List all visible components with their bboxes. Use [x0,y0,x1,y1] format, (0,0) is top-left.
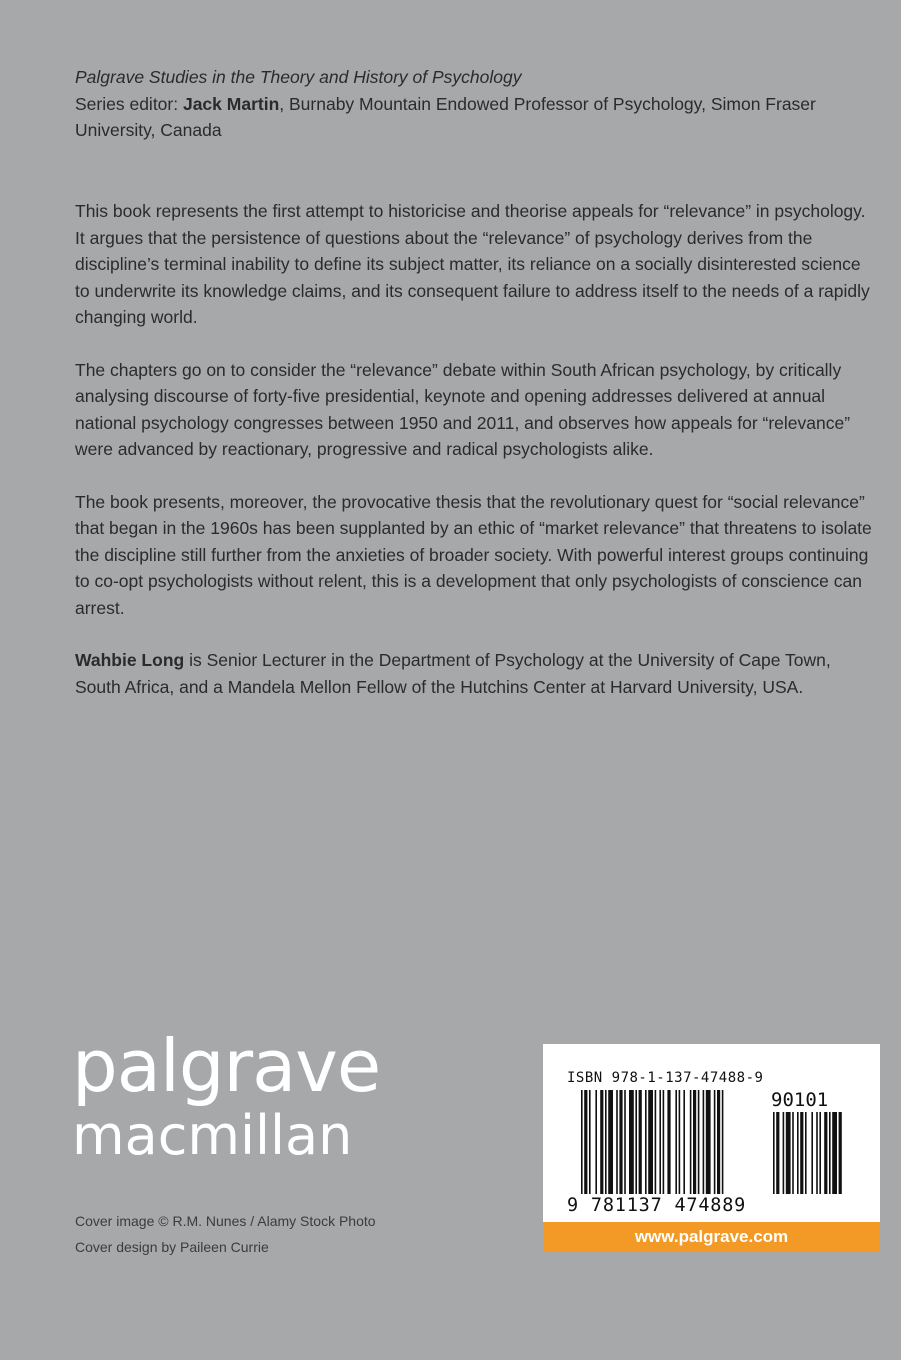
author-bio [75,647,880,700]
cover-design-credit: Cover design by Paileen Currie [75,1239,269,1255]
logo-line-1: palgrave [72,1024,381,1108]
publisher-url: www.palgrave.com [543,1222,880,1252]
series-info [75,64,875,144]
cover-credits [75,1208,376,1260]
barcode-addon-number: 90101 [771,1089,829,1111]
author-name: Wahbie Long [75,650,185,670]
blurb-paragraph-3: The book presents, moreover, the provocative thesis that the revolutionary quest for “social relevance” that began in the 1960s has been supplanted by an ethic of “market relevance” that threatens to isolate the discipline still further from the anxieties of broader society. With powerful interest groups continuing to co-opt psychologists without relent, this is a development that only psychologists of conscience can arrest. [75,491,872,618]
barcode-main-number: 9 781137 474889 [567,1195,747,1216]
series-editor-label: Series editor: [75,93,183,114]
series-editor-affiliation: , Burnaby Mountain Endowed Professor of Psychology, Simon Fraser University, Canada [75,93,816,140]
author-bio-text: is Senior Lecturer in the Department of Psychology at the University of Cape Town, South Africa, and a Mandela Mellon Fellow of the Hutchins Center at Harvard University, USA. [75,650,831,697]
series-title: Palgrave Studies in the Theory and History of Psychology [75,67,522,87]
palgrave-macmillan-logo [72,1024,381,1167]
cover-image-credit: Cover image © R.M. Nunes / Alamy Stock Photo [75,1213,376,1229]
series-editor [75,91,875,144]
barcode-label [543,1044,880,1252]
blurb-paragraph-1: This book represents the first attempt to historicise and theorise appeals for “relevance” in psychology. It argues that the persistence of questions about the “relevance” of psychology derives from the discipline’s terminal inability to define its subject matter, its reliance on a socially disinterested science to underwrite its knowledge claims, and its consequent failure to address itself to the needs of a rapidly changing world. [75,201,870,327]
logo-line-2: macmillan [72,1104,353,1167]
isbn-text: ISBN 978-1-137-47488-9 [567,1070,764,1086]
blurb-paragraph-2: The chapters go on to consider the “relevance” debate within South African psychology, by critically analysing discourse of forty-five presidential, keynote and opening addresses delivered at annual national psychology congresses between 1950 and 2011, and observes how appeals for “relevance” were advanced by reactionary, progressive and radical psychologists alike. [75,359,851,459]
series-editor-name: Jack Martin [182,93,280,114]
blurb [75,198,880,726]
